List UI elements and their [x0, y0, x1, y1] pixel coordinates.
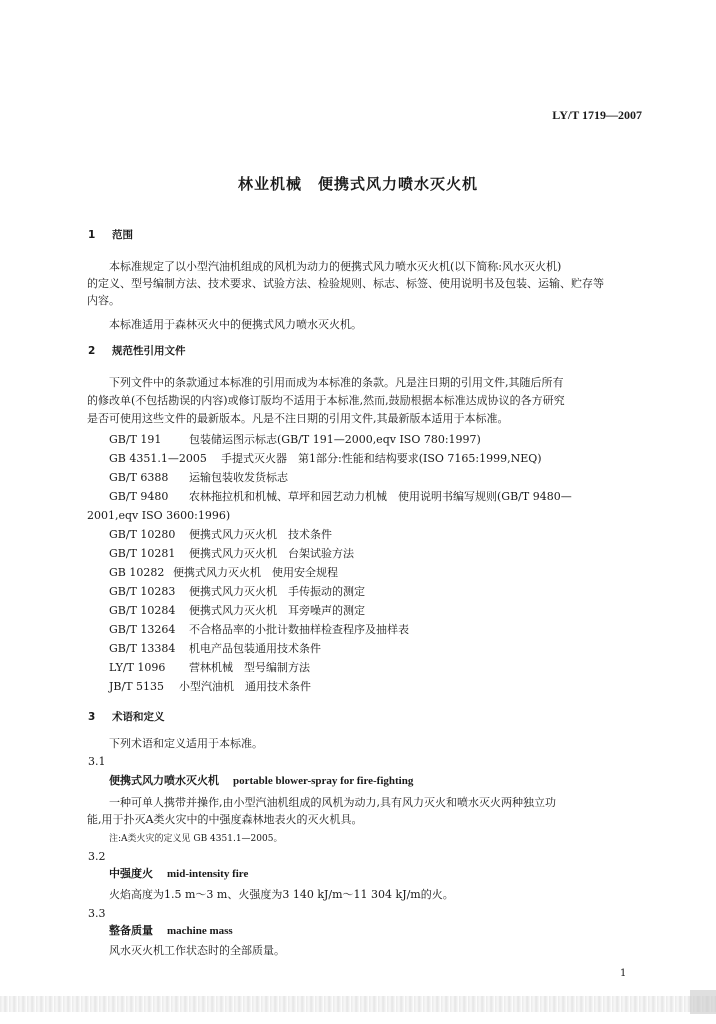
- reference-item: GB/T 9480 农林拖拉机和机械、草坪和园艺动力机械 使用说明书编写规则(GB/T 9480—: [109, 490, 572, 503]
- section-3-heading: 3 术语和定义: [88, 711, 165, 723]
- definition-line: 能,用于扑灭A类火灾中的中强度森林地表火的灭火机具。: [87, 813, 363, 826]
- clause-number: 3.2: [88, 850, 106, 863]
- section-2-heading: 2 规范性引用文件: [88, 345, 186, 357]
- reference-item: LY/T 1096 营林机械 型号编制方法: [109, 661, 310, 674]
- term-heading: 中强度火 mid-intensity fire: [109, 867, 249, 880]
- term-heading: 便携式风力喷水灭火机 portable blower-spray for fire-fighting: [109, 774, 414, 787]
- scan-edge-shadow: [690, 990, 716, 1014]
- reference-item: JB/T 5135 小型汽油机 通用技术条件: [109, 680, 311, 693]
- term-heading: 整备质量 machine mass: [109, 924, 233, 937]
- definition-line: 火焰高度为1.5 m～3 m、火强度为3 140 kJ/m～11 304 kJ/m的火。: [109, 888, 454, 901]
- scan-noise-strip: [0, 996, 716, 1012]
- reference-item: GB 10282 便携式风力灭火机 使用安全规程: [109, 566, 338, 579]
- reference-item: GB/T 13384 机电产品包装通用技术条件: [109, 642, 321, 655]
- paragraph-line: 的修改单(不包括勘误的内容)或修订版均不适用于本标准,然而,鼓励根据本标准达成协议的各方研究: [87, 394, 565, 407]
- document-title: 林业机械 便携式风力喷水灭火机: [237, 175, 478, 193]
- section-1-heading: 1 范围: [88, 229, 133, 241]
- page-number: 1: [620, 968, 627, 979]
- paragraph-line: 下列术语和定义适用于本标准。: [109, 737, 263, 750]
- paragraph-line: 的定义、型号编制方法、技术要求、试验方法、检验规则、标志、标签、使用说明书及包装、运输、贮存等: [87, 277, 604, 290]
- paragraph-line: 内容。: [87, 294, 120, 307]
- reference-item: GB/T 6388 运输包装收发货标志: [109, 471, 288, 484]
- reference-item: GB/T 10280 便携式风力灭火机 技术条件: [109, 528, 332, 541]
- clause-number: 3.1: [88, 755, 106, 768]
- reference-item: GB/T 10283 便携式风力灭火机 手传振动的测定: [109, 585, 365, 598]
- paragraph-line: 本标准规定了以小型汽油机组成的风机为动力的便携式风力喷水灭火机(以下简称:风水灭火机): [109, 260, 562, 273]
- paragraph-line: 下列文件中的条款通过本标准的引用而成为本标准的条款。凡是注日期的引用文件,其随后所有: [109, 376, 564, 389]
- paragraph-line: 本标准适用于森林灭火中的便携式风力喷水灭火机。: [109, 318, 362, 331]
- reference-item: GB/T 191 包装储运图示标志(GB/T 191—2000,eqv ISO 780:1997): [109, 433, 481, 446]
- reference-item: GB 4351.1—2005 手提式灭火器 第1部分:性能和结构要求(ISO 7165:1999,NEQ): [109, 452, 542, 465]
- paragraph-line: 是否可使用这些文件的最新版本。凡是不注日期的引用文件,其最新版本适用于本标准。: [87, 412, 509, 425]
- reference-item: GB/T 10284 便携式风力灭火机 耳旁噪声的测定: [109, 604, 365, 617]
- clause-number: 3.3: [88, 907, 106, 920]
- definition-line: 风水灭火机工作状态时的全部质量。: [109, 944, 285, 957]
- reference-item: GB/T 10281 便携式风力灭火机 台架试验方法: [109, 547, 354, 560]
- definition-line: 一种可单人携带并操作,由小型汽油机组成的风机为动力,具有风力灭火和喷水灭火两种独立功: [109, 796, 556, 809]
- standard-code: LY/T 1719—2007: [552, 108, 642, 122]
- note: 注:A类火灾的定义见 GB 4351.1—2005。: [109, 834, 283, 844]
- reference-continuation: 2001,eqv ISO 3600:1996): [87, 509, 231, 522]
- reference-item: GB/T 13264 不合格品率的小批计数抽样检查程序及抽样表: [109, 623, 409, 636]
